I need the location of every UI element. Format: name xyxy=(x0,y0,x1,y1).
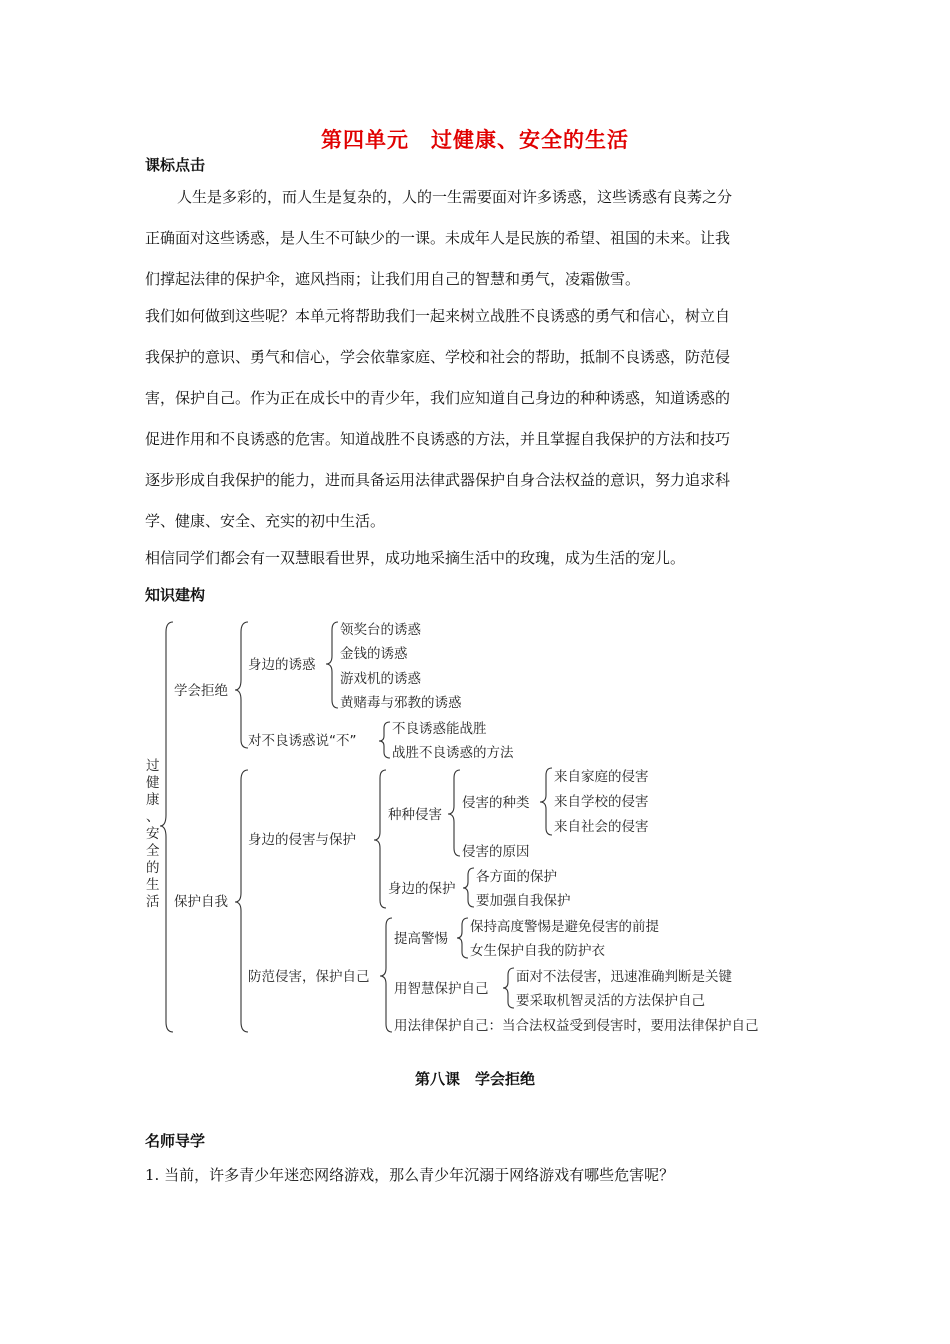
paragraph-line: 逐步形成自我保护的能力，进而具备运用法律武器保护自身合法权益的意识，努力追求科 xyxy=(145,471,731,489)
node-zhongzhong: 种种侵害 xyxy=(388,807,442,823)
node-shuobu: 对不良诱惑说“不” xyxy=(248,733,357,749)
leaf-zhonglei: 来自社会的侵害 xyxy=(554,819,649,835)
node-fangfan: 防范侵害，保护自己 xyxy=(248,969,370,985)
svg-text:、: 、 xyxy=(146,809,160,825)
leaf-baohu: 要加强自我保护 xyxy=(476,893,571,909)
leaf-zhonglei: 来自家庭的侵害 xyxy=(554,769,649,785)
leaf-zhihui: 要采取机智灵活的方法保护自己 xyxy=(516,993,705,1009)
brace-qinhai xyxy=(374,770,386,908)
paragraph-line: 们撑起法律的保护伞，遮风挡雨；让我们用自己的智慧和勇气，凌霜傲雪。 xyxy=(145,270,641,288)
svg-text:的: 的 xyxy=(146,860,160,876)
paragraph-line: 促进作用和不良诱惑的危害。知道战胜不良诱惑的方法，并且掌握自我保护的方法和技巧 xyxy=(145,430,731,448)
node-zhihui: 用智慧保护自己 xyxy=(394,981,489,997)
node-zhonglei: 侵害的种类 xyxy=(462,795,530,811)
paragraph-line: 正确面对这些诱惑，是人生不可缺少的一课。未成年人是民族的希望、祖国的未来。让我 xyxy=(145,229,731,247)
node-xuehui: 学会拒绝 xyxy=(174,683,228,699)
brace-fangfan xyxy=(380,918,392,1032)
svg-text:全: 全 xyxy=(146,843,160,859)
brace-youhuo xyxy=(326,622,338,708)
brace-zhonglei xyxy=(540,768,552,835)
svg-text:安: 安 xyxy=(146,826,160,842)
node-qinhai-baohu: 身边的侵害与保护 xyxy=(248,832,356,848)
lesson-title: 第八课 学会拒绝 xyxy=(414,1070,535,1088)
node-falv: 用法律保护自己：当合法权益受到侵害时，要用法律保护自己 xyxy=(394,1018,759,1034)
tree-root xyxy=(146,758,160,910)
svg-text:活: 活 xyxy=(146,894,160,910)
leaf-baohu: 各方面的保护 xyxy=(476,869,557,885)
brace-zhongzhong xyxy=(448,770,460,856)
brace-shuobu xyxy=(379,722,390,758)
section-heading-zhishi: 知识建构 xyxy=(145,586,206,604)
leaf-zhihui: 面对不法侵害，迅速准确判断是关键 xyxy=(516,969,732,985)
node-tigao: 提高警惕 xyxy=(394,931,448,947)
brace-tigao xyxy=(457,918,468,958)
svg-text:健: 健 xyxy=(146,775,160,791)
paragraph-line: 我们如何做到这些呢？本单元将帮助我们一起来树立战胜不良诱惑的勇气和信心，树立自 xyxy=(145,307,731,325)
node-yuanyin: 侵害的原因 xyxy=(462,844,530,860)
leaf-shuobu: 战胜不良诱惑的方法 xyxy=(392,745,514,761)
section-heading-kebiao: 课标点击 xyxy=(145,156,206,174)
brace-xuehui xyxy=(235,622,248,748)
node-shenbian-baohu: 身边的保护 xyxy=(388,881,456,897)
node-baohu: 保护自我 xyxy=(174,894,228,910)
leaf-tigao: 女生保护自我的防护衣 xyxy=(470,943,605,959)
paragraph-line: 相信同学们都会有一双慧眼看世界，成功地采摘生活中的玫瑰，成为生活的宠儿。 xyxy=(145,549,686,567)
paragraph-line: 学、健康、安全、充实的初中生活。 xyxy=(145,512,386,530)
svg-text:生: 生 xyxy=(146,877,160,893)
leaf-youhuo: 黄赌毒与邪教的诱惑 xyxy=(340,695,462,711)
leaf-youhuo: 金钱的诱惑 xyxy=(340,646,408,662)
brace-root xyxy=(160,622,173,1032)
paragraph-line: 人生是多彩的，而人生是复杂的，人的一生需要面对许多诱惑，这些诱惑有良莠之分 xyxy=(177,188,733,206)
question: 1. 当前，许多青少年迷恋网络游戏，那么青少年沉溺于网络游戏有哪些危害呢？ xyxy=(145,1166,675,1184)
leaf-tigao: 保持高度警惕是避免侵害的前提 xyxy=(470,919,659,935)
section-heading-mingshi: 名师导学 xyxy=(145,1132,206,1150)
brace-zhihui xyxy=(503,968,514,1008)
leaf-youhuo: 领奖台的诱惑 xyxy=(340,622,421,638)
paragraph-line: 害，保护自己。作为正在成长中的青少年，我们应知道自己身边的种种诱惑，知道诱惑的 xyxy=(145,389,731,407)
leaf-shuobu: 不良诱惑能战胜 xyxy=(392,721,487,737)
svg-text:康: 康 xyxy=(146,792,160,808)
svg-text:过: 过 xyxy=(146,758,160,774)
node-shenbian-youhuo: 身边的诱惑 xyxy=(248,657,316,673)
brace-baohu xyxy=(235,770,248,1032)
leaf-zhonglei: 来自学校的侵害 xyxy=(554,794,649,810)
brace-shenbian-baohu xyxy=(463,868,474,907)
leaf-youhuo: 游戏机的诱惑 xyxy=(340,671,421,687)
unit-title: 第四单元 过健康、安全的生活 xyxy=(321,127,629,152)
paragraph-line: 我保护的意识、勇气和信心，学会依靠家庭、学校和社会的帮助，抵制不良诱惑，防范侵 xyxy=(145,348,731,366)
